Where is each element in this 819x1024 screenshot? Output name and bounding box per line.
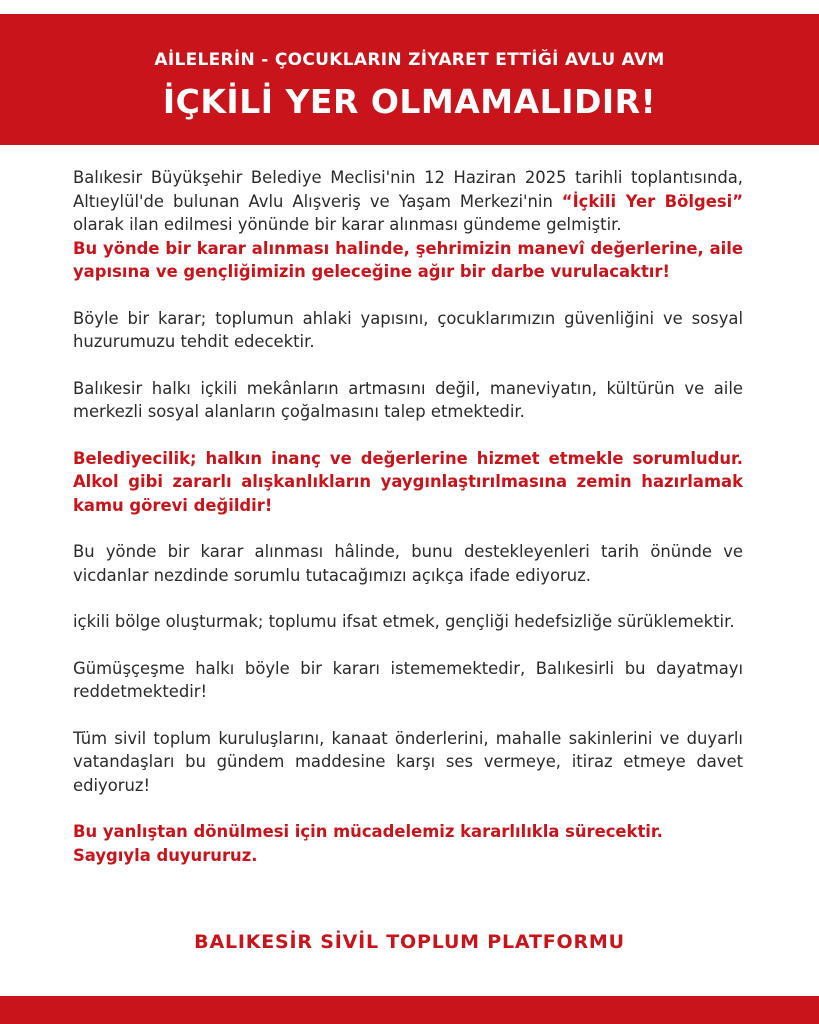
paragraph-gumuscesme: Gümüşçeşme halkı böyle bir kararı istememektedir, Balıkesirli bu dayatmayı reddetmektedir! <box>73 658 743 701</box>
paragraph-threat: Böyle bir karar; toplumun ahlaki yapısını, çocuklarımızın güvenliğini ve sosyal huzurumuzu tehdit edecektir. <box>73 308 743 351</box>
intro-text-a: Balıkesir Büyükşehir Belediye Meclisi'nin 12 Haziran 2025 tarihli toplantısında, Altıeylül'de bulunan Avlu Alışveriş ve Yaşam Merkezi'nin <box>73 168 743 211</box>
paragraph-warning: Bu yönde bir karar alınması halinde, şehrimizin manevî değerlerine, aile yapısına ve gençliğimizin geleceğine ağır bir darbe vurulacaktır! <box>73 238 743 281</box>
paragraph-closing: Saygıyla duyururuz. <box>73 845 258 865</box>
paragraph-zone: içkili bölge oluşturmak; toplumu ifsat etmek, gençliği hedefsizliğe sürüklemektir. <box>73 612 735 631</box>
signature: BALIKESİR SİVİL TOPLUM PLATFORMU <box>194 931 625 953</box>
intro-text-b: olarak ilan edilmesi yönünde bir karar alınması gündeme gelmiştir. <box>73 215 622 234</box>
statement-body <box>73 166 743 867</box>
paragraph-municipality: Belediyecilik; halkın inanç ve değerlerine hizmet etmekle sorumludur. Alkol gibi zararlı alışkanlıkların yaygınlaştırılmasına zemin hazırlamak kamu görevi değildir! <box>73 448 743 515</box>
header-title: İÇKİLİ YER OLMAMALIDIR! <box>162 82 657 121</box>
paragraph-demand: Balıkesir halkı içkili mekânların artmasını değil, maneviyatın, kültürün ve aile merkezli sosyal alanların çoğalmasını talep etmektedir. <box>73 378 743 421</box>
paragraph-call: Tüm sivil toplum kuruluşlarını, kanaat önderlerini, mahalle sakinlerini ve duyarlı vatandaşları bu gündem maddesine karşı ses vermeye, itiraz etmeye davet ediyoruz! <box>73 728 743 795</box>
footer-bar <box>0 996 819 1024</box>
paragraph-struggle: Bu yanlıştan dönülmesi için mücadelemiz kararlılıkla sürecektir. <box>73 822 663 841</box>
header-banner <box>0 14 819 145</box>
paragraph-intro <box>73 166 743 237</box>
header-subtitle: AİLELERİN - ÇOCUKLARIN ZİYARET ETTİĞİ AVLU AVM <box>154 50 665 70</box>
paragraph-responsibility: Bu yönde bir karar alınması hâlinde, bunu destekleyenleri tarih önünde ve vicdanlar nezdinde sorumlu tutacağımızı açıkça ifade ediyoruz. <box>73 542 743 585</box>
intro-quote: “İçkili Yer Bölgesi” <box>561 191 743 211</box>
